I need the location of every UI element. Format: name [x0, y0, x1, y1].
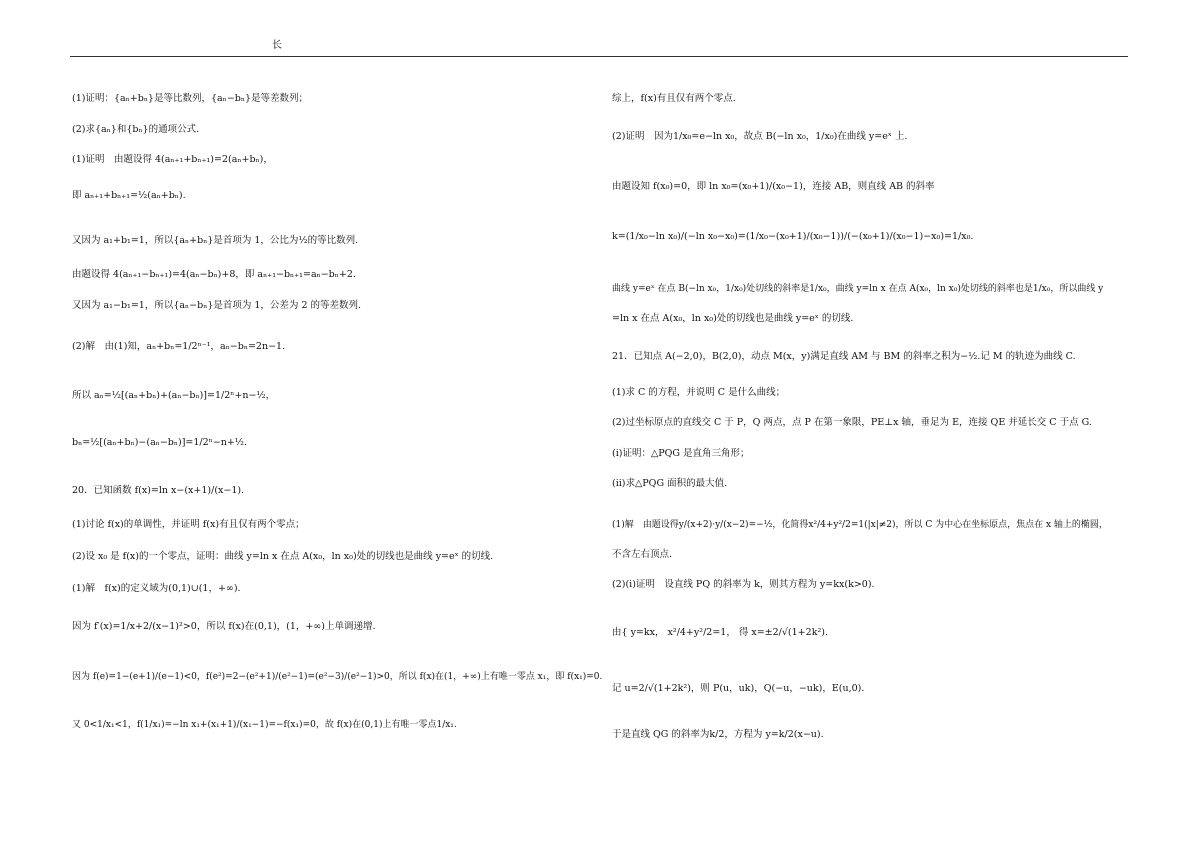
- text-line: (1)求 C 的方程，并说明 C 是什么曲线；: [612, 387, 786, 398]
- text-line: (2)求{aₙ}和{bₙ}的通项公式.: [72, 124, 200, 135]
- text-line: 曲线 y=eˣ 在点 B(−ln x₀，1/x₀)处切线的斜率是1/x₀，曲线 y=ln x 在点 A(x₀，ln x₀)处切线的斜率也是1/x₀，所以曲线 y: [612, 284, 1104, 294]
- text-line: 因为 f(e)=1−(e+1)/(e−1)<0，f(e²)=2−(e²+1)/(e²−1)=(e²−3)/(e²−1)>0，所以 f(x)在(1，+∞)上有唯一零点 x₁，即 f(x₁)=0.: [72, 672, 603, 682]
- text-line: 又因为 a₁+b₁=1，所以{aₙ+bₙ}是首项为 1，公比为½的等比数列.: [72, 235, 359, 246]
- text-line: bₙ=½[(aₙ+bₙ)−(aₙ−bₙ)]=1/2ⁿ−n+½.: [72, 437, 248, 448]
- text-line: k=(1/x₀−ln x₀)/(−ln x₀−x₀)=(1/x₀−(x₀+1)/(x₀−1))/(−(x₀+1)/(x₀−1)−x₀)=1/x₀.: [612, 231, 974, 242]
- header-mark: 长: [272, 40, 282, 51]
- text-line: 因为 f′(x)=1/x+2/(x−1)²>0，所以 f(x)在(0,1)，(1，+∞)上单调递增.: [72, 621, 376, 632]
- text-line: (2)解 由(1)知，aₙ+bₙ=1/2ⁿ⁻¹，aₙ−bₙ=2n−1.: [72, 341, 286, 352]
- text-line: 于是直线 QG 的斜率为k/2，方程为 y=k/2(x−u).: [612, 729, 824, 740]
- text-line: (2)(ⅰ)证明 设直线 PQ 的斜率为 k，则其方程为 y=kx(k>0).: [612, 579, 875, 590]
- text-line: 20．已知函数 f(x)=ln x−(x+1)/(x−1).: [72, 485, 245, 496]
- text-line: 由{ y=kx， x²/4+y²/2=1， 得 x=±2/√(1+2k²).: [612, 627, 828, 638]
- text-line: 不含左右顶点.: [612, 549, 673, 560]
- header-rule: [70, 56, 1128, 57]
- text-line: (1)解 f(x)的定义域为(0,1)∪(1，+∞).: [72, 583, 241, 594]
- text-line: 即 aₙ₊₁+bₙ₊₁=½(aₙ+bₙ).: [72, 190, 186, 201]
- text-line: =ln x 在点 A(x₀，ln x₀)处的切线也是曲线 y=eˣ 的切线.: [612, 313, 854, 324]
- text-line: 又因为 a₁−b₁=1，所以{aₙ−bₙ}是首项为 1，公差为 2 的等差数列.: [72, 300, 362, 311]
- text-line: 综上，f(x)有且仅有两个零点.: [612, 93, 736, 104]
- text-line: 记 u=2/√(1+2k²)，则 P(u，uk)，Q(−u，−uk)，E(u,0).: [612, 683, 865, 694]
- text-line: (2)证明 因为1/x₀=e−ln x₀，故点 B(−ln x₀，1/x₀)在曲线 y=eˣ 上.: [612, 131, 908, 142]
- text-line: (1)解 由题设得y/(x+2)·y/(x−2)=−½，化简得x²/4+y²/2=1(|x|≠2)，所以 C 为中心在坐标原点，焦点在 x 轴上的椭圆，: [612, 520, 1108, 530]
- text-line: (1)证明 由题设得 4(aₙ₊₁+bₙ₊₁)=2(aₙ+bₙ)，: [72, 154, 273, 165]
- text-line: (2)设 x₀ 是 f(x)的一个零点，证明：曲线 y=ln x 在点 A(x₀，ln x₀)处的切线也是曲线 y=eˣ 的切线.: [72, 551, 494, 562]
- text-line: 所以 aₙ=½[(aₙ+bₙ)+(aₙ−bₙ)]=1/2ⁿ+n−½，: [72, 390, 276, 401]
- text-line: (1)讨论 f(x)的单调性，并证明 f(x)有且仅有两个零点；: [72, 519, 305, 530]
- text-line: 由题设得 4(aₙ₊₁−bₙ₊₁)=4(aₙ−bₙ)+8，即 aₙ₊₁−bₙ₊₁=aₙ−bₙ+2.: [72, 269, 356, 280]
- text-line: 由题设知 f(x₀)=0，即 ln x₀=(x₀+1)/(x₀−1)，连接 AB，则直线 AB 的斜率: [612, 181, 935, 192]
- text-line: (ⅱ)求△PQG 面积的最大值.: [612, 478, 728, 489]
- text-line: 21．已知点 A(−2,0)，B(2,0)，动点 M(x，y)满足直线 AM 与 BM 的斜率之积为−½.记 M 的轨迹为曲线 C.: [612, 351, 1076, 362]
- text-line: (1)证明：{aₙ+bₙ}是等比数列，{aₙ−bₙ}是等差数列；: [72, 93, 308, 104]
- text-line: (2)过坐标原点的直线交 C 于 P，Q 两点，点 P 在第一象限，PE⊥x 轴，垂足为 E，连接 QE 并延长交 C 于点 G.: [612, 417, 1092, 428]
- text-line: (ⅰ)证明：△PQG 是直角三角形；: [612, 448, 750, 459]
- text-line: 又 0<1/x₁<1，f(1/x₁)=−ln x₁+(x₁+1)/(x₁−1)=−f(x₁)=0，故 f(x)在(0,1)上有唯一零点1/x₁.: [72, 720, 457, 730]
